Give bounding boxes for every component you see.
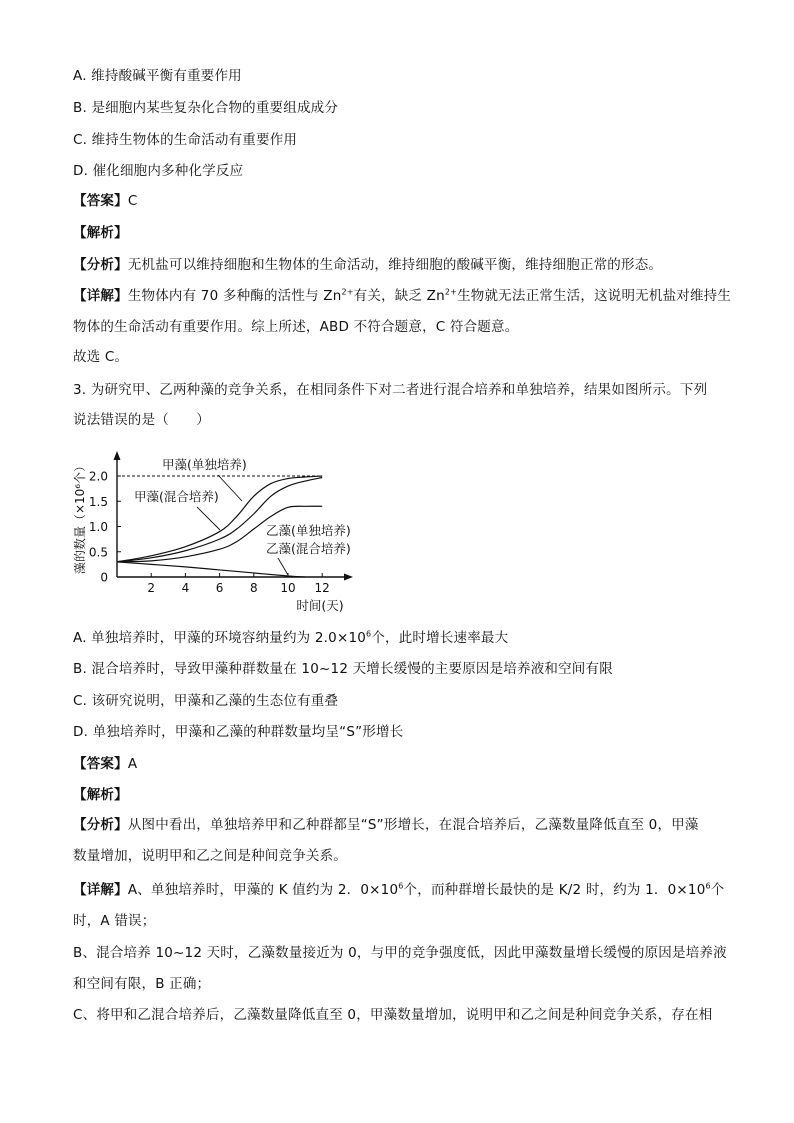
q3-answer [73, 755, 137, 773]
q2-answer [73, 192, 137, 210]
fenxi-tag: 【分析】 [73, 817, 128, 833]
x-axis-arrow [344, 574, 353, 581]
y-tick-label: 1.0 [88, 520, 108, 534]
x-tick-label: 4 [181, 581, 190, 595]
series-yi-mixed-line [117, 562, 305, 577]
y-tick-label: 0.5 [88, 545, 108, 560]
q3-xiangjie-line-2: 时，A 错误； [73, 913, 156, 929]
superscript: 6 [366, 629, 372, 639]
x-tick-label: 2 [147, 581, 156, 595]
q2-option-c: C. 维持生物体的生命活动有重要作用 [73, 132, 298, 148]
fenxi-tag: 【分析】 [73, 257, 128, 273]
superscript: 6 [705, 881, 711, 891]
x-axis-title: 时间(天) [296, 598, 344, 613]
q3-xiangjie-line-4: 和空间有限，B 正确； [73, 976, 211, 992]
q2-option-a: A. 维持酸碱平衡有重要作用 [73, 68, 242, 84]
y-axis-arrow [114, 451, 121, 460]
xiangjie-text: 个 [710, 882, 725, 898]
xiangjie-text: 有关，缺乏 Zn [353, 288, 445, 304]
option-a-text: A. 单独培养时，甲藻的环境容纳量约为 2.0×10 [73, 630, 367, 646]
answer-tag: 【答案】 [73, 756, 128, 772]
label-leader-line [197, 507, 220, 530]
option-a-text: 个，此时增长速率最大 [371, 630, 509, 646]
analysis-tag: 【解析】 [73, 787, 128, 803]
label-yi-alone: 乙藻(单独培养) [266, 523, 351, 538]
x-tick-label: 12 [314, 581, 330, 595]
q2-analysis-tag [73, 224, 128, 242]
xiangjie-text: A、单独培养时，甲藻的 K 值约为 2．0×10 [127, 882, 399, 898]
y-tick-label: 0 [100, 570, 108, 585]
label-jia-alone: 甲藻(单独培养) [162, 457, 247, 472]
xiangjie-tag: 【详解】 [73, 882, 128, 898]
answer-tag: 【答案】 [73, 193, 128, 209]
x-tick-label: 6 [215, 581, 224, 595]
x-tick-label: 10 [280, 581, 296, 595]
xiangjie-tag: 【详解】 [73, 288, 128, 304]
q3-xiangjie-line-3: B、混合培养 10~12 天时，乙藻数量接近为 0，与甲的竞争强度低，因此甲藻数量增长缓慢的原因是培养液 [73, 945, 727, 961]
superscript: 2+ [444, 287, 458, 297]
q3-option-b: B. 混合培养时，导致甲藻种群数量在 10~12 天增长缓慢的主要原因是培养液和空间有限 [73, 661, 613, 677]
q2-option-b: B. 是细胞内某些复杂化合物的重要组成成分 [73, 100, 339, 116]
q2-conclusion: 故选 C。 [73, 349, 129, 365]
q2-option-d: D. 催化细胞内多种化学反应 [73, 163, 244, 179]
q3-stem-line-2: 说法错误的是（ ） [73, 412, 210, 428]
q3-fenxi-line-2: 数量增加，说明甲和乙之间是种间竞争关系。 [73, 848, 347, 864]
label-jia-mixed: 甲藻(混合培养) [134, 489, 219, 504]
y-axis-title: 藻的数量（×10⁶个） [73, 459, 87, 575]
q3-xiangjie-line-5: C、将甲和乙混合培养后，乙藻数量降低直至 0，甲藻数量增加，说明甲和乙之间是种间竞争关系，存在相 [73, 1007, 713, 1023]
xiangjie-text: 生物就无法正常生活，这说明无机盐对维持生 [457, 288, 732, 304]
q3-option-a [73, 629, 508, 647]
q2-xiangjie-line-1 [73, 287, 731, 305]
competition-chart [70, 448, 370, 616]
x-tick-label: 8 [249, 581, 258, 595]
answer-value: A [127, 756, 138, 772]
xiangjie-text: 个，而种群增长最快的是 K/2 时，约为 1．0×10 [403, 882, 706, 898]
answer-value: C [127, 193, 138, 209]
q3-option-c: C. 该研究说明，甲藻和乙藻的生态位有重叠 [73, 693, 339, 709]
fenxi-text: 从图中看出，单独培养甲和乙种群都呈“S”形增长，在混合培养后，乙藻数量降低直至 0，甲藻 [127, 817, 699, 833]
y-tick-label: 2.0 [88, 469, 108, 484]
y-tick-label: 1.5 [88, 494, 108, 509]
superscript: 2+ [341, 287, 354, 297]
xiangjie-text: 生物体内有 70 多种酶的活性与 Zn [127, 288, 342, 304]
q3-analysis-tag [73, 786, 128, 804]
label-leader-line [218, 475, 242, 501]
fenxi-text: 无机盐可以维持细胞和生物体的生命活动，维持细胞的酸碱平衡，维持细胞正常的形态。 [127, 257, 663, 273]
q3-xiangjie-line-1 [73, 881, 724, 899]
analysis-tag: 【解析】 [73, 225, 128, 241]
q3-fenxi-line-1 [73, 816, 699, 834]
q3-stem-line-1: 3. 为研究甲、乙两种藻的竞争关系，在相同条件下对二者进行混合培养和单独培养，结果如图所示。下列 [73, 382, 708, 398]
q2-fenxi [73, 256, 662, 274]
q2-xiangjie-line-2: 物体的生命活动有重要作用。综上所述，ABD 不符合题意，C 符合题意。 [73, 319, 519, 335]
q3-option-d: D. 单独培养时，甲藻和乙藻的种群数量均呈“S”形增长 [73, 724, 404, 740]
superscript: 6 [398, 881, 404, 891]
label-yi-mixed: 乙藻(混合培养) [266, 541, 351, 556]
label-leader-line [278, 558, 288, 575]
